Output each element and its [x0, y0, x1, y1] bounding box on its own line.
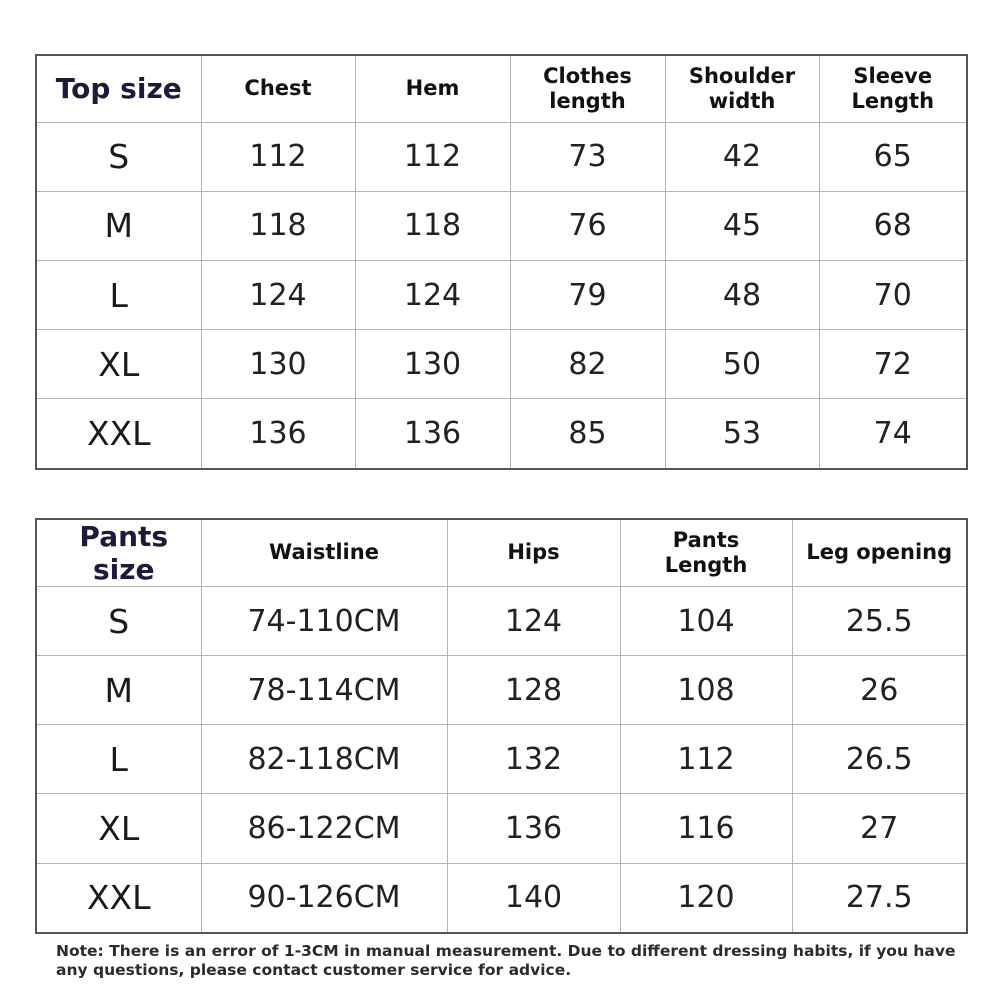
table-row: [36, 725, 967, 794]
sleeve-length-value: 74: [819, 399, 967, 469]
leg-opening-value: 26.5: [792, 725, 967, 794]
table-row: [36, 191, 967, 260]
size-label: M: [36, 656, 201, 725]
table-row: [36, 863, 967, 933]
shoulder-width-value: 45: [665, 191, 819, 260]
size-label: M: [36, 191, 201, 260]
hips-value: 128: [447, 656, 620, 725]
table-row: [36, 260, 967, 329]
waistline-value: 82-118CM: [201, 725, 447, 794]
shoulder-width-value: 53: [665, 399, 819, 469]
hem-value: 130: [355, 330, 510, 399]
hem-value: 112: [355, 122, 510, 191]
waistline-value: 78-114CM: [201, 656, 447, 725]
top-header-hem: Hem: [355, 55, 510, 122]
waistline-value: 74-110CM: [201, 587, 447, 656]
hem-value: 136: [355, 399, 510, 469]
sleeve-length-value: 72: [819, 330, 967, 399]
leg-opening-value: 27: [792, 794, 967, 863]
pants-size-table: [35, 518, 968, 934]
size-label: S: [36, 587, 201, 656]
top-size-table: [35, 54, 968, 470]
sleeve-length-value: 65: [819, 122, 967, 191]
chest-value: 124: [201, 260, 355, 329]
table-row: [36, 399, 967, 469]
hips-value: 124: [447, 587, 620, 656]
top-size-title: Top size: [36, 55, 201, 122]
pants-size-title: Pants size: [36, 519, 201, 587]
top-header-clothes-length: Clothes length: [510, 55, 665, 122]
size-label: S: [36, 122, 201, 191]
leg-opening-value: 26: [792, 656, 967, 725]
clothes-length-value: 76: [510, 191, 665, 260]
hem-value: 118: [355, 191, 510, 260]
pants-length-value: 104: [620, 587, 792, 656]
waistline-value: 86-122CM: [201, 794, 447, 863]
top-header-sleeve-length: Sleeve Length: [819, 55, 967, 122]
pants-header-hips: Hips: [447, 519, 620, 587]
top-header-shoulder-width: Shoulder width: [665, 55, 819, 122]
sleeve-length-value: 70: [819, 260, 967, 329]
pants-header-row: [36, 519, 967, 587]
shoulder-width-value: 42: [665, 122, 819, 191]
size-label: XXL: [36, 399, 201, 469]
pants-header-waistline: Waistline: [201, 519, 447, 587]
pants-header-leg-opening: Leg opening: [792, 519, 967, 587]
leg-opening-value: 25.5: [792, 587, 967, 656]
pants-header-pants-length: Pants Length: [620, 519, 792, 587]
size-label: XL: [36, 330, 201, 399]
chest-value: 130: [201, 330, 355, 399]
chest-value: 118: [201, 191, 355, 260]
shoulder-width-value: 48: [665, 260, 819, 329]
table-row: [36, 656, 967, 725]
pants-length-value: 108: [620, 656, 792, 725]
shoulder-width-value: 50: [665, 330, 819, 399]
size-label: L: [36, 725, 201, 794]
table-row: [36, 587, 967, 656]
hem-value: 124: [355, 260, 510, 329]
pants-length-value: 120: [620, 863, 792, 933]
hips-value: 132: [447, 725, 620, 794]
table-row: [36, 330, 967, 399]
clothes-length-value: 82: [510, 330, 665, 399]
size-label: XL: [36, 794, 201, 863]
table-row: [36, 794, 967, 863]
sleeve-length-value: 68: [819, 191, 967, 260]
clothes-length-value: 79: [510, 260, 665, 329]
clothes-length-value: 85: [510, 399, 665, 469]
top-header-chest: Chest: [201, 55, 355, 122]
hips-value: 136: [447, 794, 620, 863]
table-row: [36, 122, 967, 191]
chest-value: 112: [201, 122, 355, 191]
top-header-row: [36, 55, 967, 122]
pants-length-value: 112: [620, 725, 792, 794]
measurement-note: Note: There is an error of 1-3CM in manual measurement. Due to different dressing habits, if you have any questions, please contact customer service for advice.: [56, 942, 956, 979]
hips-value: 140: [447, 863, 620, 933]
waistline-value: 90-126CM: [201, 863, 447, 933]
leg-opening-value: 27.5: [792, 863, 967, 933]
pants-length-value: 116: [620, 794, 792, 863]
size-label: XXL: [36, 863, 201, 933]
chest-value: 136: [201, 399, 355, 469]
clothes-length-value: 73: [510, 122, 665, 191]
size-label: L: [36, 260, 201, 329]
